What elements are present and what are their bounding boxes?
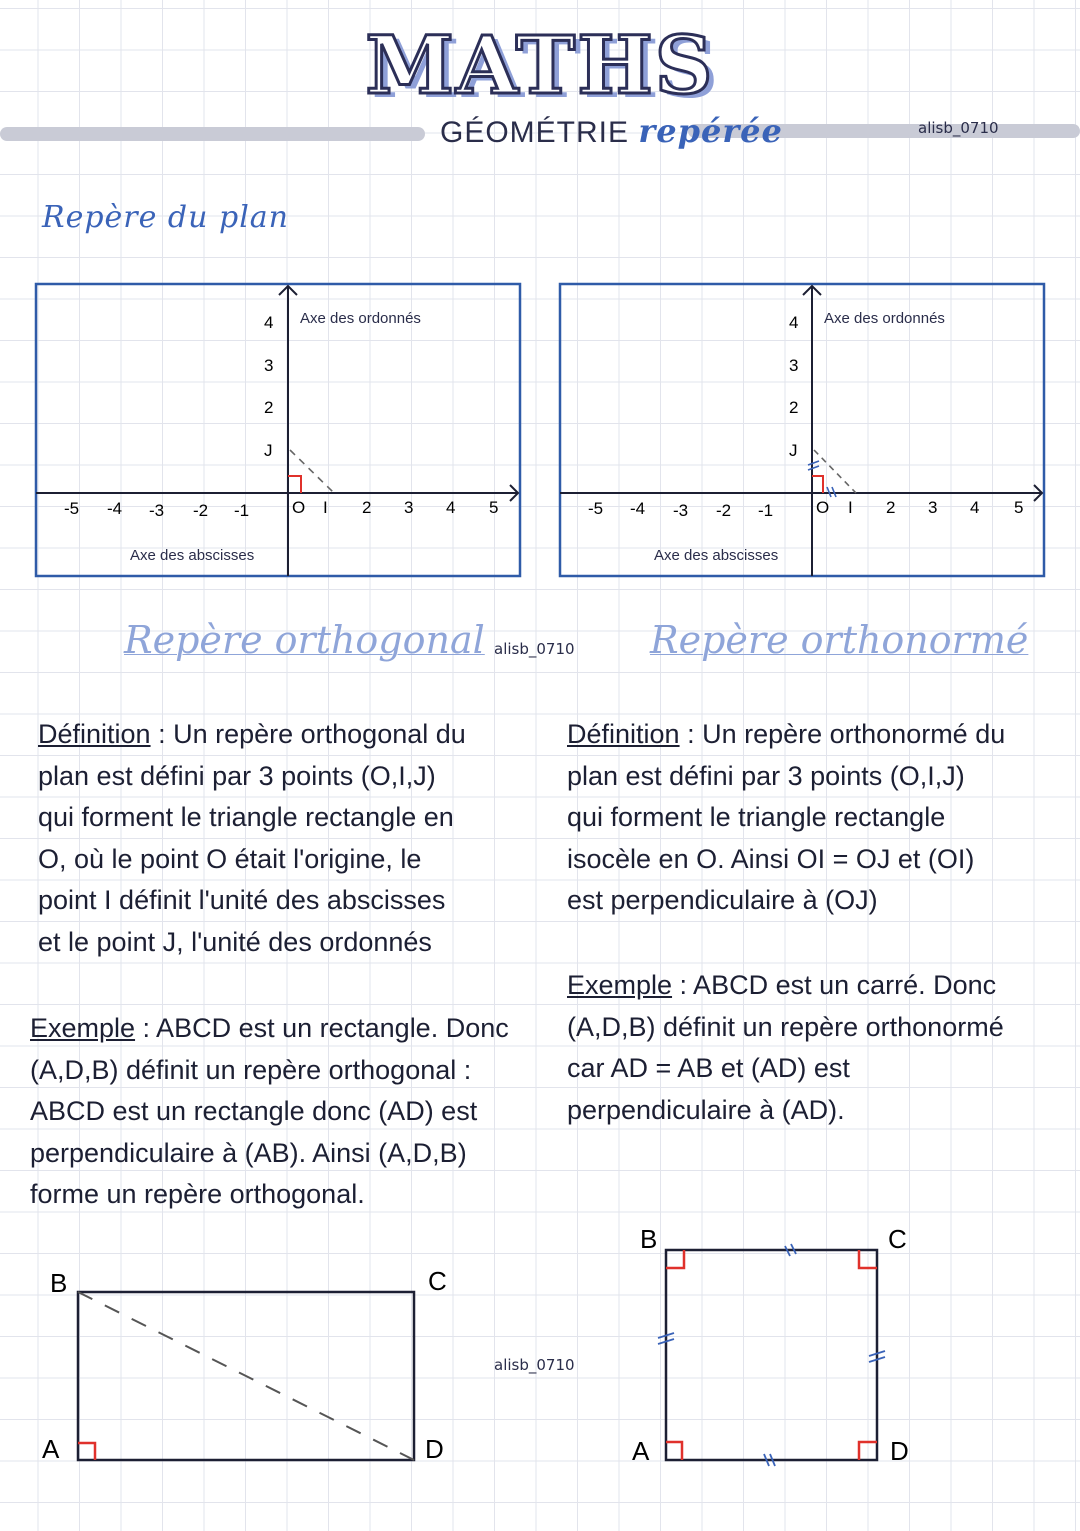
example-line <box>567 965 1047 1007</box>
example-label: Exemple <box>567 970 673 1000</box>
x-tick: -4 <box>630 499 646 518</box>
example-text: : ABCD est un carré. Donc <box>672 970 997 1000</box>
example-line: ABCD est un rectangle donc (AD) est <box>30 1096 478 1126</box>
right-angle-mark <box>666 1250 684 1268</box>
rectangle-diagonal <box>78 1292 414 1460</box>
y-tick: 4 <box>789 313 799 332</box>
x-tick: -3 <box>149 501 165 520</box>
x-tick: -1 <box>234 501 250 520</box>
y-tick: J <box>789 441 798 460</box>
definition-orthogonal <box>38 714 508 963</box>
x-tick: -2 <box>193 501 209 520</box>
y-tick: 3 <box>789 356 799 375</box>
example-orthogonal <box>30 1008 520 1216</box>
definition-line: isocèle en O. Ainsi OI = OJ et (OI) <box>567 843 975 874</box>
y-tick: 2 <box>264 398 274 417</box>
right-angle-mark <box>812 476 823 493</box>
bottom-handle: alisb_0710 <box>494 1356 575 1374</box>
square-shape <box>666 1250 877 1460</box>
y-axis-label: Axe des ordonnés <box>824 310 945 327</box>
x-tick: -2 <box>716 501 732 520</box>
right-angle-mark <box>288 476 301 493</box>
definition-line: et le point J, l'unité des ordonnés <box>38 926 432 957</box>
right-angle-mark <box>859 1442 877 1460</box>
graph-orthonormal <box>558 282 1046 580</box>
rectangle-figure <box>40 1262 460 1472</box>
x-tick: -1 <box>758 501 774 520</box>
x-tick: 5 <box>1014 498 1024 517</box>
x-tick: 3 <box>404 498 414 517</box>
example-orthonormal <box>567 965 1047 1131</box>
example-line: (A,D,B) définit un repère orthogonal : <box>30 1054 472 1085</box>
definition-label: Définition <box>38 719 151 749</box>
vertex-label-a: A <box>42 1434 60 1464</box>
x-tick: -3 <box>673 501 689 520</box>
example-line: perpendiculaire à (AD). <box>567 1094 845 1125</box>
y-tick: 4 <box>264 313 274 332</box>
x-tick: 5 <box>489 498 499 517</box>
equal-mark <box>808 461 819 465</box>
hypotenuse-dashed <box>290 450 334 493</box>
equal-length-marks <box>658 1244 885 1466</box>
example-line: car AD = AB et (AD) est <box>567 1053 850 1083</box>
vertex-label-c: C <box>888 1224 907 1254</box>
x-axis-label: Axe des abscisses <box>130 547 255 564</box>
hypotenuse-dashed <box>814 450 856 493</box>
y-axis-label: Axe des ordonnés <box>300 310 421 327</box>
vertex-label-a: A <box>632 1436 650 1466</box>
right-angle-mark <box>666 1442 682 1460</box>
x-tick: 2 <box>362 498 372 517</box>
example-line: forme un repère orthogonal. <box>30 1179 365 1209</box>
vertex-label-d: D <box>890 1436 909 1466</box>
x-axis-label: Axe des abscisses <box>654 547 779 564</box>
header-handle: alisb_0710 <box>918 119 999 137</box>
x-tick: 3 <box>928 498 938 517</box>
graph-frame <box>560 284 1044 576</box>
vertex-label-b: B <box>50 1268 68 1298</box>
x-tick-origin: O <box>816 498 830 517</box>
x-tick-origin: O <box>292 498 306 517</box>
header-band-left <box>0 127 425 141</box>
example-line: (A,D,B) définit un repère orthonormé <box>567 1011 1004 1042</box>
caption-orthonormal: Repère orthonormé <box>650 618 1029 662</box>
square-figure <box>630 1218 920 1478</box>
definition-orthonormal <box>567 714 1047 922</box>
equal-mark <box>808 466 819 470</box>
definition-label: Définition <box>567 719 680 749</box>
x-tick: -4 <box>107 499 123 518</box>
definition-line: O, où le point O était l'origine, le <box>38 843 422 874</box>
page-title: MATHS <box>365 18 715 112</box>
definition-line <box>567 714 1047 756</box>
example-text: : ABCD est un rectangle. Donc <box>135 1013 509 1043</box>
x-tick: 4 <box>446 498 456 517</box>
definition-text: : Un repère orthonormé du <box>679 719 1006 749</box>
definition-line <box>38 714 508 756</box>
definition-line: qui forment le triangle rectangle en <box>38 802 454 832</box>
x-tick: I <box>848 498 853 517</box>
definition-line: plan est défini par 3 points (O,I,J) <box>38 760 436 791</box>
definition-line: point I définit l'unité des abscisses <box>38 885 446 915</box>
right-angle-mark <box>78 1443 95 1460</box>
x-tick: -5 <box>64 499 80 518</box>
vertex-label-c: C <box>428 1266 447 1296</box>
page-subtitle <box>440 112 783 150</box>
x-tick: 2 <box>886 498 896 517</box>
subtitle-accent: repérée <box>638 112 783 150</box>
vertex-label-d: D <box>425 1434 444 1464</box>
example-label: Exemple <box>30 1013 136 1043</box>
y-tick: 2 <box>789 398 799 417</box>
definition-line: est perpendiculaire à (OJ) <box>567 885 878 915</box>
graph-orthogonal <box>34 282 522 580</box>
y-tick: J <box>264 441 273 460</box>
subtitle-plain: GÉOMÉTRIE <box>440 116 630 149</box>
vertex-label-b: B <box>640 1224 658 1254</box>
example-line <box>30 1008 520 1050</box>
middle-handle: alisb_0710 <box>494 640 575 658</box>
y-tick: 3 <box>264 356 274 375</box>
x-tick: -5 <box>588 499 604 518</box>
example-line: perpendiculaire à (AB). Ainsi (A,D,B) <box>30 1137 467 1168</box>
x-tick: I <box>323 498 328 517</box>
section-title: Repère du plan <box>42 200 289 235</box>
graph-frame <box>36 284 520 576</box>
caption-orthogonal: Repère orthogonal <box>124 618 485 662</box>
x-tick: 4 <box>970 498 980 517</box>
right-angle-mark <box>859 1250 877 1268</box>
definition-line: qui forment le triangle rectangle <box>567 802 946 832</box>
definition-line: plan est défini par 3 points (O,I,J) <box>567 760 965 791</box>
definition-text: : Un repère orthogonal du <box>150 719 466 749</box>
